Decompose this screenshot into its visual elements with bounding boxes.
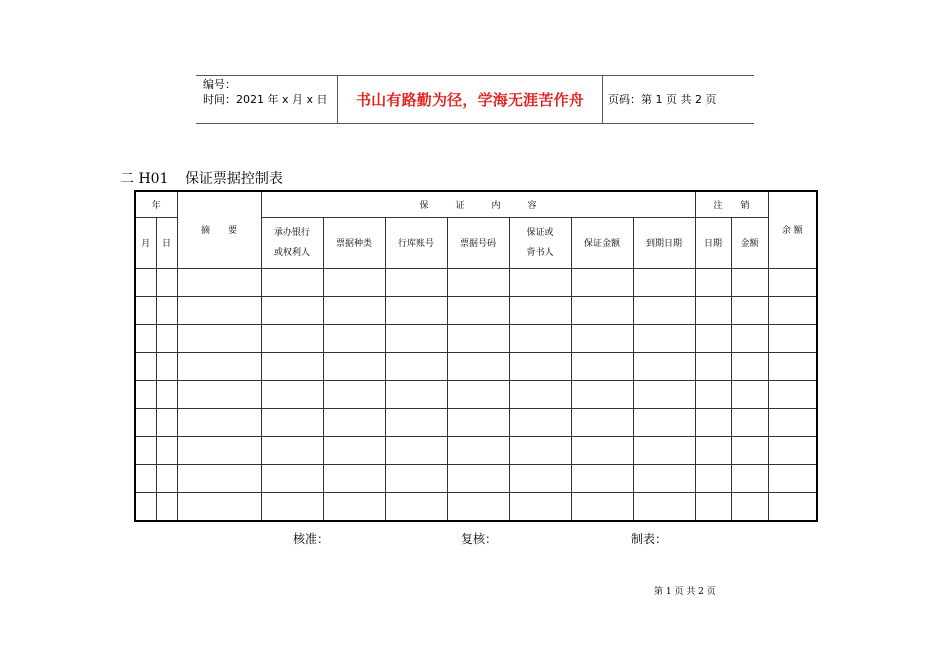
- day-cell[interactable]: [156, 352, 177, 380]
- summary-cell[interactable]: [177, 381, 261, 409]
- table-row: [135, 437, 817, 465]
- summary-cell[interactable]: [177, 493, 261, 521]
- guarantor-cell[interactable]: [509, 324, 571, 352]
- month-cell[interactable]: [135, 465, 156, 493]
- note-number-cell[interactable]: [447, 493, 509, 521]
- note-type-cell[interactable]: [323, 381, 385, 409]
- bank-header: [261, 217, 323, 268]
- note-type-cell[interactable]: [323, 324, 385, 352]
- month-cell[interactable]: [135, 437, 156, 465]
- bank-cell[interactable]: [261, 465, 323, 493]
- cancel-amount-header: 金额: [731, 217, 768, 268]
- day-cell[interactable]: [156, 268, 177, 296]
- page-code: 页码：第 1 页 共 2 页: [608, 93, 717, 106]
- note-type-cell[interactable]: [323, 437, 385, 465]
- account-cell[interactable]: [385, 409, 447, 437]
- note-number-cell[interactable]: [447, 409, 509, 437]
- table-row: [135, 381, 817, 409]
- day-cell[interactable]: [156, 296, 177, 324]
- note-type-cell[interactable]: [323, 493, 385, 521]
- summary-cell[interactable]: [177, 324, 261, 352]
- cancel-date-cell[interactable]: [695, 296, 731, 324]
- guarantor-cell[interactable]: [509, 493, 571, 521]
- due-date-header: 到期日期: [633, 217, 695, 268]
- cancel-amount-cell[interactable]: [731, 409, 768, 437]
- guarantee-amount-cell[interactable]: [571, 324, 633, 352]
- cancel-date-cell[interactable]: [695, 381, 731, 409]
- account-cell[interactable]: [385, 324, 447, 352]
- cancel-date-cell[interactable]: [695, 324, 731, 352]
- bank-cell[interactable]: [261, 493, 323, 521]
- note-number-cell[interactable]: [447, 465, 509, 493]
- summary-cell[interactable]: [177, 296, 261, 324]
- cancel-amount-cell[interactable]: [731, 268, 768, 296]
- month-cell[interactable]: [135, 296, 156, 324]
- form-code: 二 H01: [120, 171, 169, 187]
- day-cell[interactable]: [156, 324, 177, 352]
- note-type-cell[interactable]: [323, 296, 385, 324]
- balance-cell[interactable]: [768, 409, 817, 437]
- note-type-cell[interactable]: [323, 409, 385, 437]
- form-title-text: 保证票据控制表: [184, 171, 283, 187]
- guarantee-amount-header: 保证金额: [571, 217, 633, 268]
- balance-cell[interactable]: [768, 437, 817, 465]
- month-cell[interactable]: [135, 493, 156, 521]
- time-label: 时间：2021 年 x 月 x 日: [203, 93, 328, 106]
- guarantor-header-line1: 保证或: [526, 227, 554, 238]
- cancel-date-cell[interactable]: [695, 352, 731, 380]
- cancel-date-cell[interactable]: [695, 409, 731, 437]
- review-label: 复核：: [461, 532, 498, 546]
- summary-cell[interactable]: [177, 352, 261, 380]
- due-date-cell[interactable]: [633, 324, 695, 352]
- guarantee-amount-cell[interactable]: [571, 465, 633, 493]
- balance-cell[interactable]: [768, 465, 817, 493]
- summary-cell[interactable]: [177, 409, 261, 437]
- guarantor-cell[interactable]: [509, 296, 571, 324]
- note-type-header: 票据种类: [323, 217, 385, 268]
- month-cell[interactable]: [135, 381, 156, 409]
- balance-cell[interactable]: [768, 381, 817, 409]
- bank-cell[interactable]: [261, 437, 323, 465]
- cancel-date-cell[interactable]: [695, 493, 731, 521]
- bank-header-line1: 承办银行: [274, 227, 311, 238]
- note-number-cell[interactable]: [447, 381, 509, 409]
- guarantee-amount-cell[interactable]: [571, 437, 633, 465]
- balance-header: 余 额: [768, 191, 817, 268]
- table-row: [135, 268, 817, 296]
- bank-cell[interactable]: [261, 268, 323, 296]
- cancel-amount-cell[interactable]: [731, 352, 768, 380]
- due-date-cell[interactable]: [633, 352, 695, 380]
- cancel-header: 注 销: [695, 191, 768, 217]
- due-date-cell[interactable]: [633, 268, 695, 296]
- guarantee-amount-cell[interactable]: [571, 409, 633, 437]
- balance-cell[interactable]: [768, 493, 817, 521]
- bank-cell[interactable]: [261, 296, 323, 324]
- bank-cell[interactable]: [261, 409, 323, 437]
- summary-header: 摘 要: [177, 191, 261, 268]
- due-date-cell[interactable]: [633, 381, 695, 409]
- form-title: [120, 168, 283, 188]
- note-type-cell[interactable]: [323, 352, 385, 380]
- cancel-amount-cell[interactable]: [731, 324, 768, 352]
- cancel-amount-cell[interactable]: [731, 437, 768, 465]
- guarantor-cell[interactable]: [509, 381, 571, 409]
- guarantee-content-header: 保 证 内 容: [261, 191, 695, 217]
- cancel-date-cell[interactable]: [695, 268, 731, 296]
- note-type-cell[interactable]: [323, 268, 385, 296]
- balance-cell[interactable]: [768, 296, 817, 324]
- account-cell[interactable]: [385, 381, 447, 409]
- table-row: [135, 296, 817, 324]
- table-row: [135, 493, 817, 521]
- month-cell[interactable]: [135, 352, 156, 380]
- due-date-cell[interactable]: [633, 437, 695, 465]
- account-cell[interactable]: [385, 493, 447, 521]
- bank-cell[interactable]: [261, 324, 323, 352]
- balance-cell[interactable]: [768, 324, 817, 352]
- balance-cell[interactable]: [768, 268, 817, 296]
- guarantor-cell[interactable]: [509, 268, 571, 296]
- note-number-cell[interactable]: [447, 296, 509, 324]
- note-number-cell[interactable]: [447, 437, 509, 465]
- cancel-date-cell[interactable]: [695, 465, 731, 493]
- note-number-cell[interactable]: [447, 268, 509, 296]
- account-cell[interactable]: [385, 296, 447, 324]
- table-row: [135, 324, 817, 352]
- month-cell[interactable]: [135, 268, 156, 296]
- guarantee-amount-cell[interactable]: [571, 352, 633, 380]
- account-cell[interactable]: [385, 268, 447, 296]
- guarantee-amount-cell[interactable]: [571, 296, 633, 324]
- motto-banner: 书山有路勤为径，学海无涯苦作舟: [355, 91, 584, 109]
- table-row: [135, 352, 817, 380]
- day-cell[interactable]: [156, 409, 177, 437]
- account-cell[interactable]: [385, 437, 447, 465]
- note-type-cell[interactable]: [323, 465, 385, 493]
- day-cell[interactable]: [156, 465, 177, 493]
- bank-cell[interactable]: [261, 352, 323, 380]
- guarantee-amount-cell[interactable]: [571, 381, 633, 409]
- summary-cell[interactable]: [177, 465, 261, 493]
- table-row: [135, 465, 817, 493]
- guarantor-cell[interactable]: [509, 465, 571, 493]
- cancel-amount-cell[interactable]: [731, 296, 768, 324]
- account-header: 行库账号: [385, 217, 447, 268]
- account-cell[interactable]: [385, 352, 447, 380]
- month-cell[interactable]: [135, 324, 156, 352]
- bank-header-line2: 或权利人: [274, 247, 311, 258]
- summary-cell[interactable]: [177, 437, 261, 465]
- number-label: 编号：: [203, 78, 236, 91]
- cancel-amount-cell[interactable]: [731, 381, 768, 409]
- table-header-row-1: [135, 191, 817, 217]
- month-header: 月: [135, 217, 156, 268]
- header-divider-right: [602, 76, 603, 123]
- due-date-cell[interactable]: [633, 493, 695, 521]
- due-date-cell[interactable]: [633, 465, 695, 493]
- prepared-label: 制表：: [631, 532, 668, 546]
- note-number-cell[interactable]: [447, 352, 509, 380]
- guarantor-cell[interactable]: [509, 409, 571, 437]
- guarantor-header-line2: 背书人: [526, 247, 554, 258]
- summary-cell[interactable]: [177, 268, 261, 296]
- balance-cell[interactable]: [768, 352, 817, 380]
- cancel-amount-cell[interactable]: [731, 465, 768, 493]
- year-header: 年: [135, 191, 177, 217]
- guarantor-header: [509, 217, 571, 268]
- control-table: [134, 190, 818, 522]
- day-header: 日: [156, 217, 177, 268]
- note-number-cell[interactable]: [447, 324, 509, 352]
- cancel-date-header: 日期: [695, 217, 731, 268]
- cancel-amount-cell[interactable]: [731, 493, 768, 521]
- bank-cell[interactable]: [261, 381, 323, 409]
- day-cell[interactable]: [156, 493, 177, 521]
- month-cell[interactable]: [135, 409, 156, 437]
- table-row: [135, 409, 817, 437]
- guarantee-amount-cell[interactable]: [571, 268, 633, 296]
- guarantee-amount-cell[interactable]: [571, 493, 633, 521]
- day-cell[interactable]: [156, 437, 177, 465]
- page-footer: 第 1 页 共 2 页: [654, 587, 716, 597]
- approve-label: 核准：: [293, 532, 330, 546]
- due-date-cell[interactable]: [633, 409, 695, 437]
- guarantor-cell[interactable]: [509, 352, 571, 380]
- account-cell[interactable]: [385, 465, 447, 493]
- cancel-date-cell[interactable]: [695, 437, 731, 465]
- due-date-cell[interactable]: [633, 296, 695, 324]
- day-cell[interactable]: [156, 381, 177, 409]
- note-number-header: 票据号码: [447, 217, 509, 268]
- guarantor-cell[interactable]: [509, 437, 571, 465]
- header-bottom-rule: [196, 123, 754, 124]
